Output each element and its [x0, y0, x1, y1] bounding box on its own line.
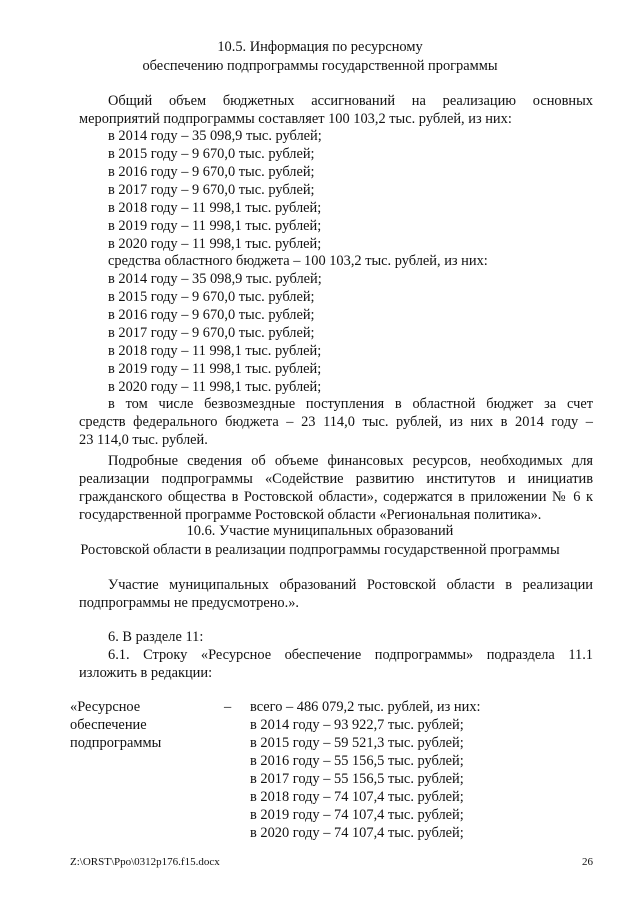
regional-year-item: в 2016 году – 9 670,0 тыс. рублей;: [108, 307, 315, 323]
total-year-item: в 2019 году – 11 998,1 тыс. рублей;: [108, 218, 322, 234]
total-year-item: в 2014 году – 35 098,9 тыс. рублей;: [108, 128, 322, 144]
total-year-item: в 2016 году – 9 670,0 тыс. рублей;: [108, 164, 315, 180]
participation-line2: подпрограммы не предусмотрено.».: [79, 595, 299, 611]
section-10-5-title-line2: обеспечению подпрограммы государственной программы: [142, 58, 498, 74]
section-6-1-line2: изложить в редакции:: [79, 665, 213, 681]
regional-year-item: в 2020 году – 11 998,1 тыс. рублей;: [108, 379, 322, 395]
resource-year-item: в 2018 году – 74 107,4 тыс. рублей;: [250, 789, 464, 805]
regional-year-item: в 2019 году – 11 998,1 тыс. рублей;: [108, 361, 322, 377]
regional-year-item: в 2014 году – 35 098,9 тыс. рублей;: [108, 271, 322, 287]
federal-funds-line3: 23 114,0 тыс. рублей.: [79, 432, 208, 448]
resource-label-line: обеспечение: [70, 717, 147, 733]
resource-dash: –: [224, 699, 232, 715]
resource-year-item: в 2014 году – 93 922,7 тыс. рублей;: [250, 717, 464, 733]
resource-year-item: в 2017 году – 55 156,5 тыс. рублей;: [250, 771, 464, 787]
total-year-item: в 2015 году – 9 670,0 тыс. рублей;: [108, 146, 315, 162]
total-year-item: в 2018 году – 11 998,1 тыс. рублей;: [108, 200, 322, 216]
details-line2: реализации подпрограммы «Содействие развитию институтов и инициатив: [79, 471, 593, 487]
paragraph-budget-line1: Общий объем бюджетных ассигнований на реализацию основных: [108, 93, 593, 109]
total-year-item: в 2017 году – 9 670,0 тыс. рублей;: [108, 182, 315, 198]
federal-funds-line2: средств федерального бюджета – 23 114,0 тыс. рублей, из них в 2014 году –: [79, 414, 593, 430]
resource-label-line: подпрограммы: [70, 735, 162, 751]
resource-year-item: в 2020 году – 74 107,4 тыс. рублей;: [250, 825, 464, 841]
section-10-5-title-line1: 10.5. Информация по ресурсному: [217, 39, 423, 55]
regional-budget-intro: средства областного бюджета – 100 103,2 тыс. рублей, из них:: [108, 253, 488, 269]
resource-year-item: в 2015 году – 59 521,3 тыс. рублей;: [250, 735, 464, 751]
regional-year-item: в 2017 году – 9 670,0 тыс. рублей;: [108, 325, 315, 341]
resource-year-item: в 2016 году – 55 156,5 тыс. рублей;: [250, 753, 464, 769]
paragraph-budget-line2: мероприятий подпрограммы составляет 100 103,2 тыс. рублей, из них:: [79, 111, 512, 127]
section-10-6-title-line1: 10.6. Участие муниципальных образований: [186, 523, 454, 539]
participation-line1: Участие муниципальных образований Ростовской области в реализации: [108, 577, 593, 593]
resource-label-line: «Ресурсное: [70, 699, 141, 715]
footer-page-number: 26: [582, 856, 593, 868]
footer-file-path: Z:\ORST\Ppo\0312p176.f15.docx: [70, 856, 220, 868]
resource-year-item: в 2019 году – 74 107,4 тыс. рублей;: [250, 807, 464, 823]
resource-total: всего – 486 079,2 тыс. рублей, из них:: [250, 699, 481, 715]
details-line1: Подробные сведения об объеме финансовых ресурсов, необходимых для: [108, 453, 593, 469]
regional-year-item: в 2015 году – 9 670,0 тыс. рублей;: [108, 289, 315, 305]
federal-funds-line1: в том числе безвозмездные поступления в областной бюджет за счет: [108, 396, 593, 412]
details-line4: государственной программе Ростовской области «Региональная политика».: [79, 507, 542, 523]
section-10-6-title-line2: Ростовской области в реализации подпрограммы государственной программы: [80, 542, 560, 558]
section-6-heading: 6. В разделе 11:: [108, 629, 204, 645]
regional-year-item: в 2018 году – 11 998,1 тыс. рублей;: [108, 343, 322, 359]
total-year-item: в 2020 году – 11 998,1 тыс. рублей;: [108, 236, 322, 252]
details-line3: гражданского общества в Ростовской области», содержатся в приложении № 6 к: [79, 489, 593, 505]
section-6-1-line1: 6.1. Строку «Ресурсное обеспечение подпрограммы» подраздела 11.1: [108, 647, 593, 663]
